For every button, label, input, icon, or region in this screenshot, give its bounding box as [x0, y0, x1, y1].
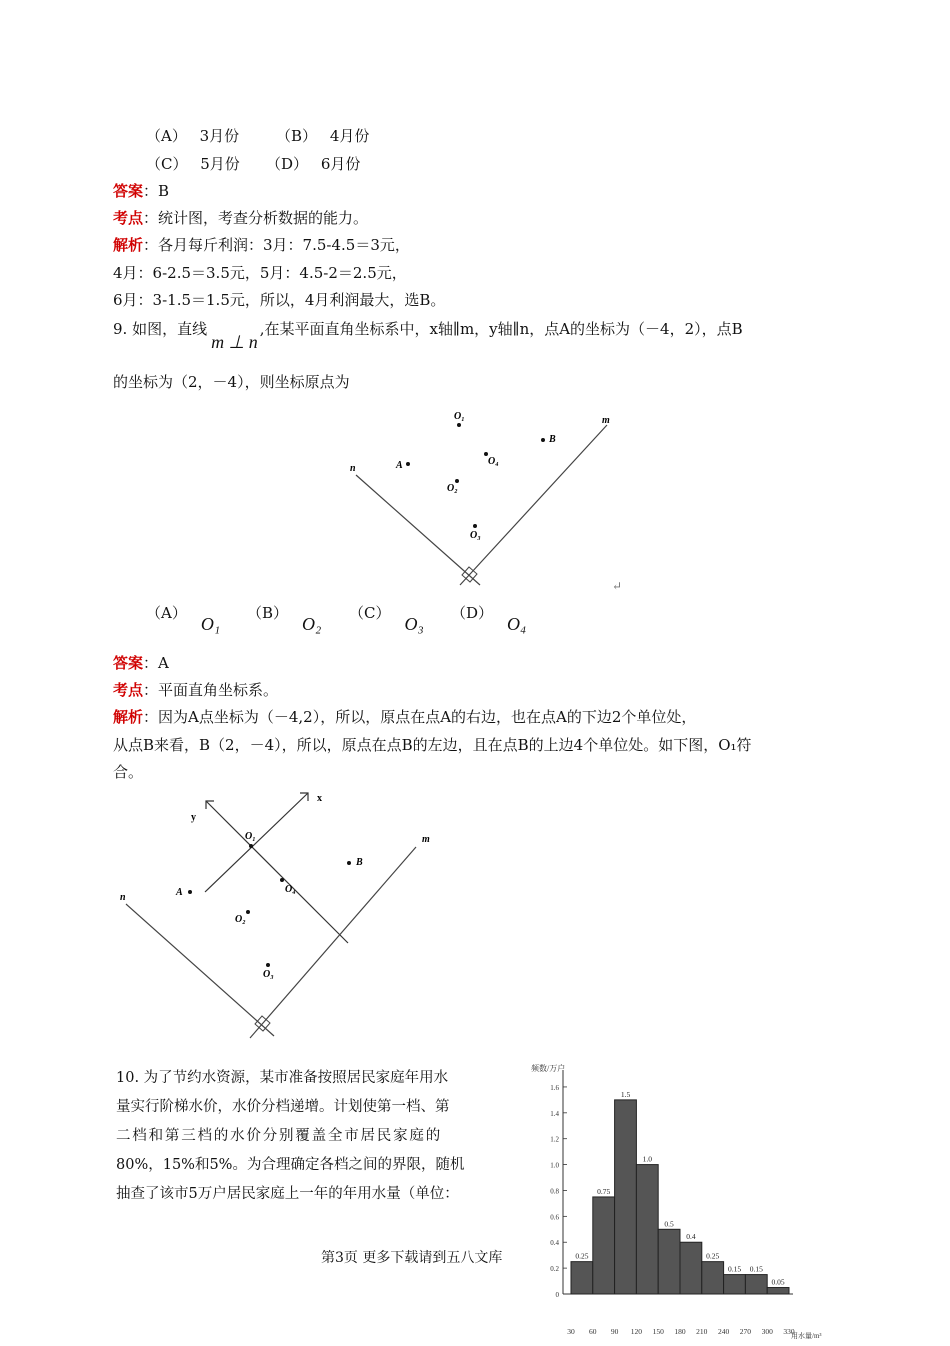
- x-tick-label: 90: [610, 1327, 619, 1336]
- point-label: 考点: [113, 209, 144, 227]
- option-label: （C）: [146, 155, 188, 173]
- x-tick-label: 180: [674, 1327, 686, 1336]
- option-label: （A）: [146, 127, 187, 145]
- histogram-svg: [527, 1062, 827, 1342]
- point-o1-dot: [249, 844, 253, 848]
- label-o3: O₃: [470, 530, 481, 541]
- q10-line1: 10. 为了节约水资源，某市准备按照居民家庭年用水: [116, 1070, 449, 1086]
- label-y: y: [191, 812, 196, 823]
- option-value: O₄: [507, 614, 527, 634]
- y-tick-label: 0: [555, 1291, 559, 1299]
- x-tick-label: 30: [567, 1327, 575, 1336]
- q8-option-a: [146, 126, 239, 146]
- x-axis: [205, 793, 308, 892]
- label-b: B: [356, 857, 363, 868]
- label-a: A: [176, 887, 183, 898]
- x-tick-label: 210: [696, 1327, 708, 1336]
- point-a-dot: [406, 462, 410, 466]
- q10-line2: 量实行阶梯水价，水价分档递增。计划使第一档、第: [116, 1099, 450, 1115]
- line-n: [356, 475, 480, 585]
- x-tick-label: 120: [630, 1327, 643, 1336]
- analysis-text: ：因为A点坐标为（－4,2），所以，原点在点A的右边，也在点A的下边2个单位处，: [143, 708, 697, 726]
- bar-value-label: 1.0: [642, 1154, 652, 1164]
- q8-point: [113, 208, 368, 228]
- option-label: （C）: [349, 604, 391, 622]
- x-tick-label: 240: [717, 1327, 730, 1336]
- return-mark: ↵: [612, 579, 623, 593]
- analysis-label: 解析: [113, 236, 144, 254]
- bar-value-label: 0.75: [597, 1186, 611, 1196]
- bar-value-label: 0.25: [706, 1251, 720, 1261]
- point-o1-dot: [457, 423, 461, 427]
- y-tick-label: 1.6: [550, 1083, 559, 1092]
- histogram-bar: [571, 1262, 593, 1294]
- line-m: [460, 425, 607, 585]
- analysis-label: 解析: [113, 708, 144, 726]
- point-o2-dot: [246, 910, 250, 914]
- y-tick-label: 1.4: [550, 1109, 559, 1118]
- q9-option-d: [451, 602, 527, 634]
- line-n: [126, 904, 274, 1036]
- y-tick-label: 0.8: [550, 1187, 559, 1196]
- y-axis-title: 频数/万户: [531, 1064, 566, 1073]
- bar-value-label: 0.15: [727, 1264, 742, 1274]
- histogram-bar: [658, 1229, 680, 1294]
- option-text: 3月份: [199, 127, 240, 145]
- label-m: m: [422, 834, 430, 845]
- point-b-dot: [541, 438, 545, 442]
- page-footer: 第3页 更多下载请到五八文库: [321, 1250, 503, 1266]
- label-x: x: [317, 793, 322, 804]
- x-tick-label: 300: [761, 1327, 773, 1336]
- q9-analysis-line3: 合。: [113, 763, 144, 781]
- q9-formula: m ⊥ n: [211, 332, 258, 352]
- point-label: 考点: [113, 681, 144, 699]
- label-o4: O₄: [285, 884, 296, 895]
- option-text: 4月份: [329, 127, 370, 145]
- option-label: （A）: [146, 604, 187, 622]
- histogram-bar: [745, 1275, 767, 1294]
- option-label: （D）: [451, 604, 494, 622]
- option-label: （B）: [247, 604, 289, 622]
- label-m: m: [602, 415, 610, 426]
- answer-value: ：B: [143, 182, 170, 200]
- q8-option-d: [266, 154, 360, 174]
- q9-analysis-line1: [113, 707, 696, 727]
- label-n: n: [120, 892, 126, 903]
- option-label: （D）: [266, 155, 309, 173]
- option-value: O₁: [200, 614, 221, 634]
- label-o4: O₄: [488, 456, 499, 467]
- line-m: [250, 847, 416, 1038]
- q8-option-c: [146, 154, 240, 174]
- x-tick-label: 270: [739, 1327, 752, 1336]
- y-tick-label: 0.2: [550, 1265, 559, 1274]
- option-text: 6月份: [320, 155, 361, 173]
- q10-line3: 二档和第三档的水价分别覆盖全市居民家庭的: [116, 1128, 442, 1144]
- answer-label: 答案: [113, 654, 144, 672]
- point-value: ：平面直角坐标系。: [143, 681, 279, 699]
- x-axis-title: 用水量/m³: [791, 1332, 822, 1340]
- q9-option-b: [247, 602, 322, 634]
- label-o3: O₃: [263, 969, 274, 980]
- option-value: O₃: [404, 614, 424, 634]
- point-a-dot: [188, 890, 192, 894]
- histogram-chart: [527, 1062, 827, 1342]
- analysis-text: ：各月每斤利润：3月：7.5-4.5＝3元，: [143, 236, 410, 254]
- histogram-bar: [636, 1165, 658, 1294]
- x-tick-label: 330: [783, 1327, 795, 1336]
- label-a: A: [396, 460, 403, 471]
- point-o4-dot: [280, 878, 284, 882]
- bar-value-label: 1.5: [620, 1089, 631, 1099]
- q10-line5: 抽查了该市5万户居民家庭上一年的年用水量（单位：: [116, 1186, 459, 1202]
- q9-option-c: [349, 602, 424, 634]
- y-tick-label: 0.6: [550, 1213, 559, 1222]
- q10-line4: 80%，15%和5%。为合理确定各档之间的界限，随机: [116, 1157, 465, 1173]
- histogram-bar: [680, 1242, 702, 1294]
- q9-point: [113, 680, 278, 700]
- label-o2: O₂: [235, 914, 246, 925]
- label-o1: O₁: [245, 831, 256, 842]
- q9-stem-line1: [113, 318, 743, 352]
- y-tick-label: 1.2: [550, 1135, 559, 1144]
- q8-analysis-line1: [113, 235, 410, 255]
- bar-value-label: 0.25: [575, 1251, 589, 1261]
- x-tick-label: 60: [589, 1327, 597, 1336]
- bar-value-label: 0.5: [664, 1219, 674, 1229]
- point-value: ：统计图，考查分析数据的能力。: [143, 209, 369, 227]
- option-text: 5月份: [200, 155, 240, 173]
- bar-value-label: 0.4: [686, 1232, 696, 1242]
- option-value: O₂: [302, 614, 322, 634]
- y-tick-label: 1.0: [550, 1161, 559, 1170]
- q9-option-a: [146, 602, 221, 634]
- histogram-bar: [702, 1262, 724, 1294]
- answer-value: ：A: [143, 654, 169, 672]
- q9-prefix: 9. 如图，直线: [113, 320, 208, 338]
- point-o3-dot: [473, 524, 477, 528]
- option-label: （B）: [276, 127, 318, 145]
- point-o3-dot: [266, 963, 270, 967]
- q9-solution-figure: [110, 788, 440, 1043]
- label-b: B: [549, 434, 556, 445]
- point-b-dot: [347, 861, 351, 865]
- label-n: n: [350, 463, 356, 474]
- histogram-bar: [767, 1288, 789, 1294]
- label-o1: O₁: [454, 411, 465, 422]
- answer-label: 答案: [113, 182, 144, 200]
- y-tick-label: 0.4: [550, 1239, 559, 1248]
- label-o2: O₂: [447, 483, 458, 494]
- bar-value-label: 0.15: [749, 1264, 763, 1274]
- histogram-bar: [724, 1275, 746, 1294]
- x-tick-label: 150: [652, 1327, 664, 1336]
- histogram-bar: [615, 1100, 637, 1294]
- q9-rest: ,在某平面直角坐标系中，x轴∥m，y轴∥n，点A的坐标为（－4，2），点B: [259, 320, 743, 338]
- q9-figure: [340, 405, 640, 595]
- q8-analysis-line2: 4月：6-2.5＝3.5元，5月：4.5-2＝2.5元，: [113, 264, 407, 282]
- q9-analysis-line2: 从点B来看，B（2，－4），所以，原点在点B的左边，且在点B的上边4个单位处。如下图，O₁符: [113, 736, 752, 754]
- q8-analysis-line3: 6月：3-1.5＝1.5元，所以，4月利润最大，选B。: [113, 291, 446, 309]
- q8-answer: [113, 181, 169, 201]
- q9-answer: [113, 653, 169, 673]
- q9-stem-line2: 的坐标为（2，－4），则坐标原点为: [113, 373, 350, 391]
- q8-option-b: [276, 126, 369, 146]
- histogram-bar: [593, 1197, 615, 1294]
- bar-value-label: 0.05: [771, 1277, 785, 1287]
